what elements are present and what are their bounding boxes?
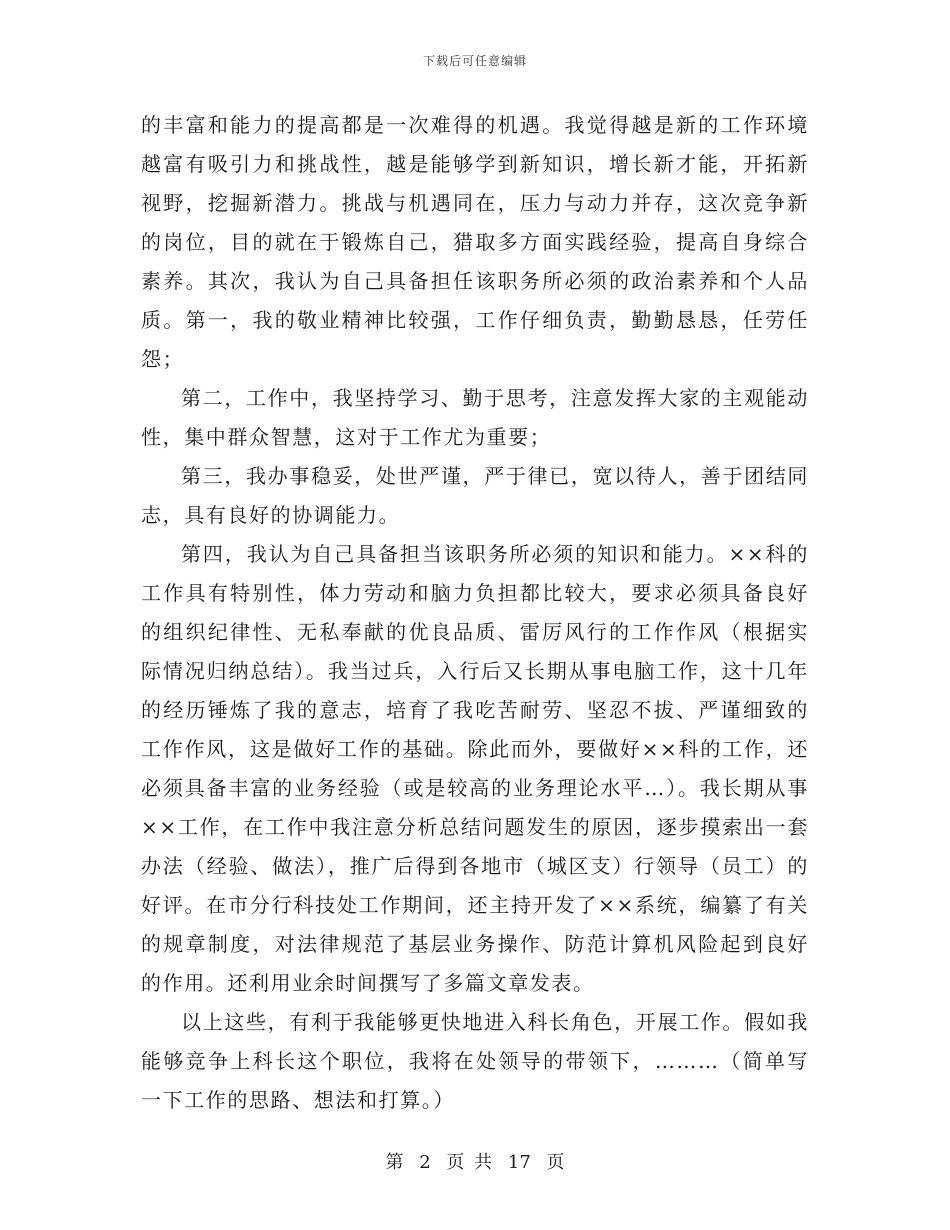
footer-suffix: 页 xyxy=(546,1152,565,1173)
paragraph-1: 的丰富和能力的提高都是一次难得的机遇。我觉得越是新的工作环境越富有吸引力和挑战性，越是能够学到新知识，增长新才能，开拓新视野，挖掘新潜力。挑战与机遇同在，压力与动力并存，这次竞争新的岗位，目的就在于锻炼自己，猎取多方面实践经验，提高自身综合素养。其次，我认为自己具备担任该职务所必须的政治素养和个人品质。第一，我的敬业精神比较强，工作仔细负责，勤勤恳恳，任劳任怨； xyxy=(141,113,809,371)
paragraph-3: 第三，我办事稳妥，处世严谨，严于律已，宽以待人，善于团结同志，具有良好的协调能力。 xyxy=(141,464,809,527)
footer-total-pages: 17 xyxy=(507,1152,531,1173)
paragraph-4: 第四，我认为自己具备担当该职务所必须的知识和能力。××科的工作具有特别性，体力劳动和脑力负担都比较大，要求必须具备良好的组织纪律性、无私奉献的优良品质、雷厉风行的工作作风（根据实际情况归纳总结）。我当过兵，入行后又长期从事电脑工作，这十几年的经历锤炼了我的意志，培育了我吃苦耐劳、坚忍不拔、严谨细致的工作作风，这是做好工作的基础。除此而外，要做好××科的工作，还必须具备丰富的业务经验（或是较高的业务理论水平…）。我长期从事××工作，在工作中我注意分析总结问题发生的原因，逐步摸索出一套办法（经验、做法），推广后得到各地市（城区支）行领导（员工）的好评。在市分行科技处工作期间，还主持开发了××系统，编纂了有关的规章制度，对法律规范了基层业务操作、防范计算机风险起到良好的作用。还利用业余时间撰写了多篇文章发表。 xyxy=(141,542,809,995)
page-header: 下载后可任意编辑 xyxy=(422,54,527,68)
document-body xyxy=(141,106,809,1120)
page-footer xyxy=(0,1148,950,1174)
footer-middle: 页 共 xyxy=(446,1152,493,1173)
footer-prefix: 第 xyxy=(385,1152,404,1173)
footer-current-page: 2 xyxy=(419,1152,431,1173)
paragraph-5: 以上这些，有利于我能够更快地进入科长角色，开展工作。假如我能够竞争上科长这个职位，我将在处领导的带领下，………（简单写一下工作的思路、想法和打算。） xyxy=(141,1010,809,1112)
paragraph-2: 第二，工作中，我坚持学习、勤于思考，注意发挥大家的主观能动性，集中群众智慧，这对于工作尤为重要； xyxy=(141,386,809,449)
